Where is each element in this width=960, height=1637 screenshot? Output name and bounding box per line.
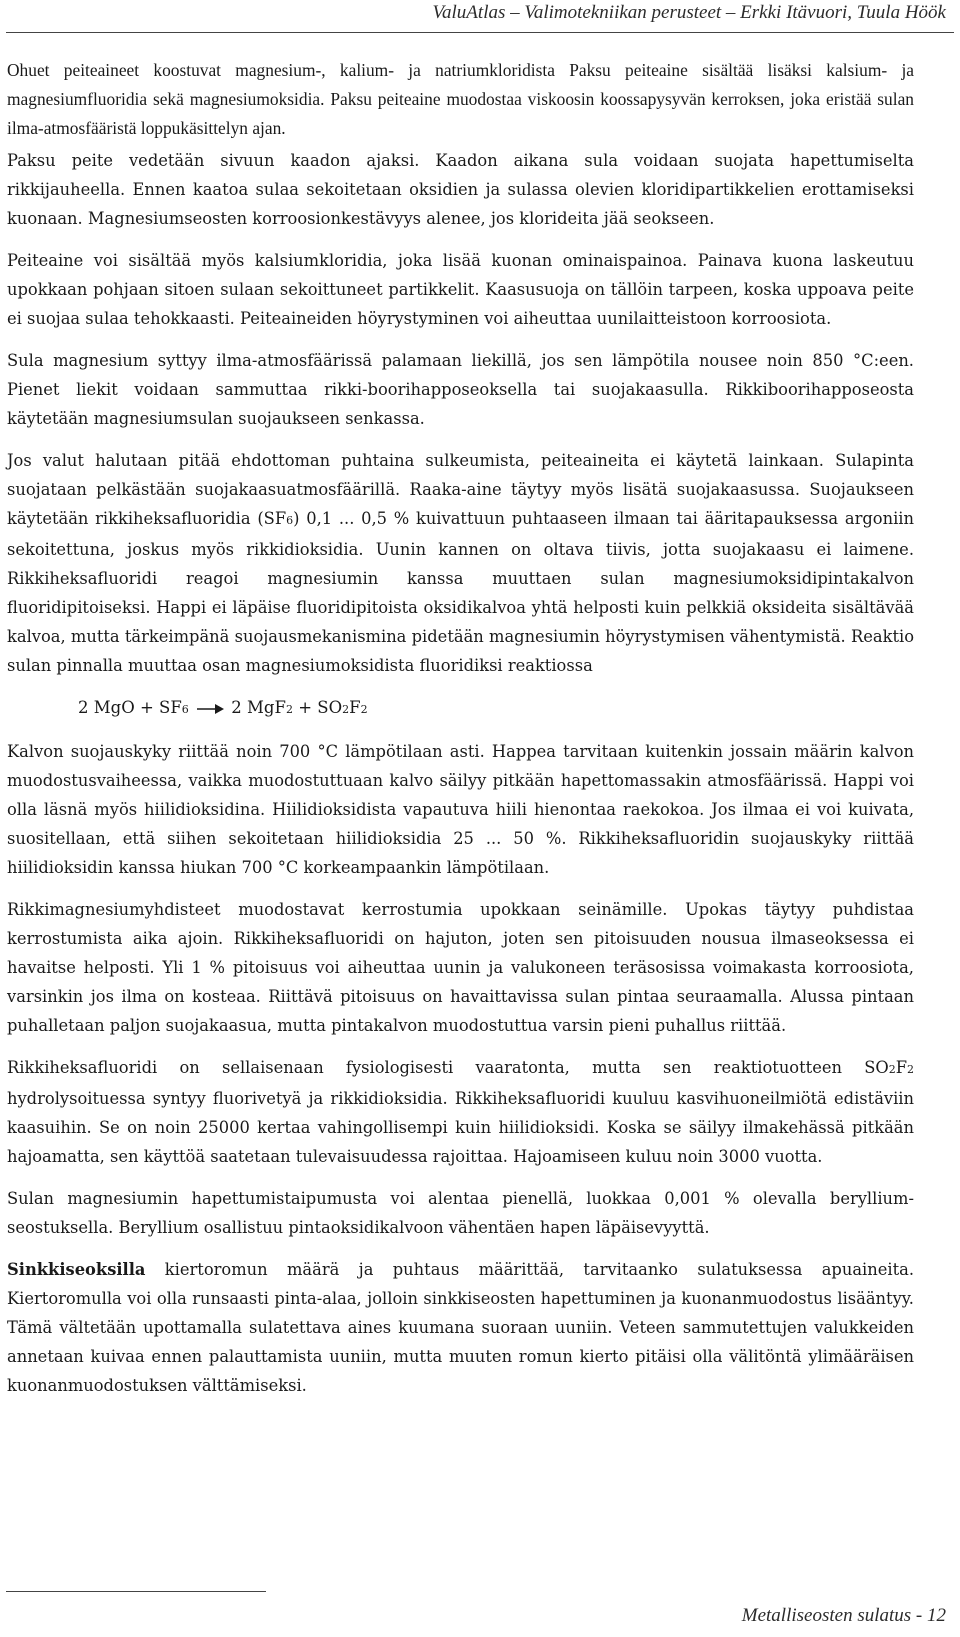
paragraph-ignition: Sula magnesium syttyy ilma-atmosfäärissä palamaan liekillä, jos sen lämpötila nousee noin 850 °C:een. Pienet liekit voidaan sammuttaa rikki-boorihapposeoksella tai suojakaasulla. Rikkiboorihapposeosta käytetään magnesiumsulan suojaukseen senkassa.: [7, 351, 914, 428]
paragraph-film-protection: Kalvon suojauskyky riittää noin 700 °C lämpötilaan asti. Happea tarvitaan kuitenkin jossain määrin kalvon muodostusvaiheessa, vaikka muodostuttuaan kalvo säilyy pitkään hapettomassakin atmosfäärissä. Happi voi olla läsnä myös hiilidioksidina. Hiilidioksidista vapautuva hiili hienontaa raekokoa. Jos ilmaa ei voi kuivata, suositellaan, että siihen sekoitetaan hiilidioksidia 25 ... 50 %. Rikkiheksafluoridin suojauskyky riittää hiilidioksidin kanssa hiukan 700 °C korkeampaankin lämpötilaan.: [7, 742, 914, 877]
footer-divider: [6, 1591, 266, 1592]
equation-f2-subscript: 2: [360, 703, 368, 716]
paragraph-beryllium: Sulan magnesiumin hapettumistaipumusta voi alentaa pienellä, luokkaa 0,001 % olevalla berylliumseostuksella. Beryllium osallistuu pintaoksidikalvoon vähentäen hapen läpäisevyyttä.: [7, 1189, 914, 1237]
equation-product-so: + SO: [292, 698, 343, 717]
paragraph-sf6-hazards-part-1: Rikkiheksafluoridi on sellaisenaan fysiologisesti vaaratonta, mutta sen reaktiotuotteen SO: [7, 1058, 889, 1077]
paragraph-calcium-chloride: Peiteaine voi sisältää myös kalsiumkloridia, joka lisää kuonan ominaispainoa. Painava kuona laskeutuu upokkaan pohjaan sitoen sulaan sekoittuneet partikkelit. Kaasusuoja on tällöin tarpeen, koska uppoava peite ei suojaa sulaa tehokkaasti. Peiteaineiden höyrystyminen voi aiheuttaa uunilaitteistoon korroosiota.: [7, 251, 914, 328]
paragraph-sf6-hazards: [7, 1053, 914, 1171]
equation-so2-subscript: 2: [342, 703, 350, 716]
paragraph-flux-composition: Ohuet peiteaineet koostuvat magnesium-, kalium- ja natriumkloridista Paksu peiteaine sisältää lisäksi kalsium- ja magnesiumfluoridia sekä magnesiumoksidia. Paksu peiteaine muodostaa viskoosin koossapysyvän kerroksen, joka eristää sulan ilma-atmosfääristä loppukäsittelyn ajan.: [7, 60, 914, 138]
so2f2-subscript-2: 2: [907, 1063, 914, 1076]
paragraph-thick-cover: Paksu peite vedetään sivuun kaadon ajaksi. Kaadon aikana sula voidaan suojata hapettumiselta rikkijauheella. Ennen kaatoa sulaa sekoitetaan oksidien ja sulassa olevien kloridipartikkelien erottamiseksi kuonaan. Magnesiumseosten korroosionkestävyys alenee, jos klorideita jää seokseen.: [7, 151, 914, 228]
document-body: [7, 56, 914, 1413]
paragraph-sf6-hazards-f: F: [895, 1058, 907, 1077]
equation-reactants: 2 MgO + SF: [78, 698, 182, 717]
paragraph-sf6-hazards-part-2: hydrolysoituessa syntyy fluorivetyä ja rikkidioksidia. Rikkiheksafluoridi kuuluu kasvihuoneilmiötä edistäviin kaasuihin. Se on noin 25000 kertaa vahingollisempi kuin hiilidioksidi. Koska se säilyy ilmakehässä pitkään hajoamatta, sen käyttöä saatetaan tulevaisuudessa rajoittaa. Hajoamiseen kuluu noin 3000 vuotta.: [7, 1089, 914, 1166]
so2f2-subscript-1: 2: [888, 1063, 896, 1076]
page-footer: Metalliseosten sulatus - 12: [741, 1605, 946, 1626]
page-header: [0, 0, 960, 34]
zinc-alloys-heading: Sinkkiseoksilla: [7, 1260, 146, 1279]
header-divider: [6, 32, 954, 33]
paragraph-zinc-alloys: [7, 1255, 914, 1400]
paragraph-protective-gas-part-1: Jos valut halutaan pitää ehdottoman puhtaina sulkeumista, peiteaineita ei käytetä lainkaan. Sulapinta suojataan pelkästään suojakaasuatmosfäärillä. Raaka-aine täytyy myös lisätä suojakaasussa. Suojaukseen käytetään rikkiheksafluoridia (SF: [7, 451, 914, 528]
sf6-subscript: 6: [286, 514, 294, 527]
right-arrow-icon: [195, 703, 225, 715]
paragraph-protective-gas: [7, 446, 914, 680]
equation-sf6-subscript: 6: [181, 703, 189, 716]
equation-product-mgf: 2 MgF: [226, 698, 286, 717]
paragraph-sulfur-deposits: Rikkimagnesiumyhdisteet muodostavat kerrostumia upokkaan seinämille. Upokas täytyy puhdistaa kerrostumista aika ajoin. Rikkiheksafluoridi on hajuton, joten sen pitoisuuden nousua ilmaseoksessa ei havaitse helposti. Yli 1 % pitoisuus voi aiheuttaa uunin ja valukoneen teräsosissa voimakasta korroosiota, varsinkin jos ilma on kosteaa. Riittävä pitoisuus on havaittavissa sulan pintaa seuraamalla. Alussa pintaan puhalletaan paljon suojakaasua, mutta pintakalvon muodostuttua varsin pieni puhallus riittää.: [7, 900, 914, 1035]
equation-mgf2-subscript: 2: [285, 703, 293, 716]
running-title: ValuAtlas – Valimotekniikan perusteet – Erkki Itävuori, Tuula Höök: [432, 2, 946, 23]
equation-product-f: F: [349, 698, 361, 717]
paragraph-zinc-alloys-text: kiertoromun määrä ja puhtaus määrittää, tarvitaanko sulatuksessa apuaineita. Kiertoromulla voi olla runsaasti pinta-alaa, jolloin sinkkiseosten hapettuminen ja kuonanmuodostus lisääntyy. Tämä vältetään upottamalla sulatettava aines kuumana suoraan uuniin. Veteen sammutettujen valukkeiden annetaan kuivaa ennen palauttamista uuniin, mutta muuten romun kierto pitäisi olla välitöntä ylimääräisen kuonanmuodostuksen välttämiseksi.: [7, 1260, 914, 1395]
paragraph-protective-gas-part-2: ) 0,1 ... 0,5 % kuivattuun puhtaaseen ilmaan tai ääritapauksessa argoniin sekoitettuna, joskus myös rikkidioksidia. Uunin kannen on oltava tiivis, jotta suojakaasu ei laimene. Rikkiheksafluoridi reagoi magnesiumin kanssa muuttaen sulan magnesiumoksidipintakalvon fluoridipitoiseksi. Happi ei läpäise fluoridipitoista oksidikalvoa yhtä helposti kuin pelkkiä oksideita sisältävää kalvoa, mutta tärkeimpänä suojausmekanismina pidetään magnesiumin höyrystymisen vähentymistä. Reaktio sulan pinnalla muuttaa osan magnesiumoksidista fluoridiksi reaktiossa: [7, 509, 914, 675]
reaction-equation: [78, 693, 914, 725]
